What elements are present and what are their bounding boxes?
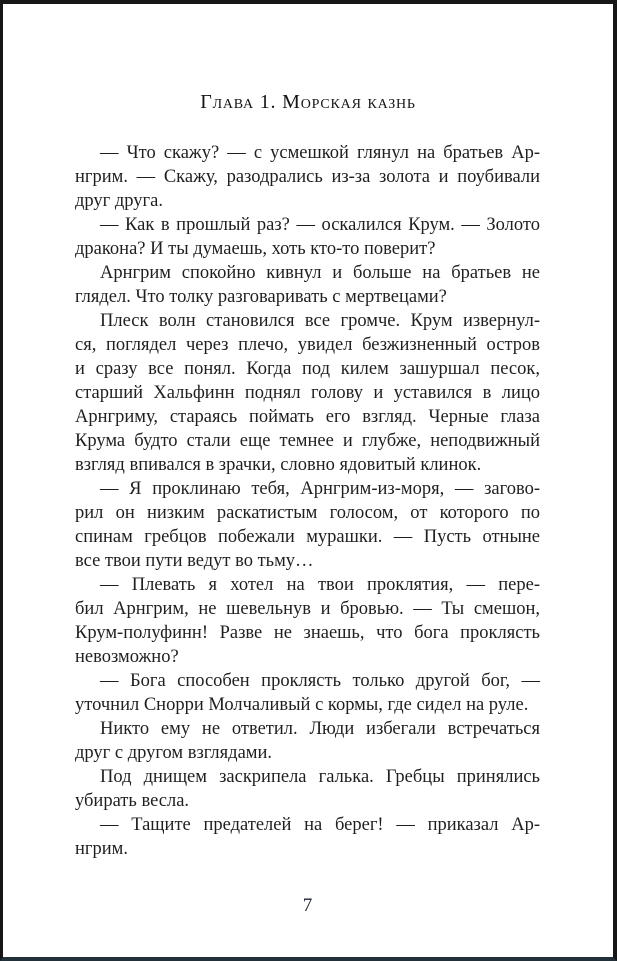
- text-line: старший Хальфинн поднял голову и уставился в лицо: [75, 383, 540, 403]
- page-number: 7: [302, 895, 313, 916]
- text-line: Арнгриму, стараясь поймать его взгляд. Черные глаза: [75, 407, 540, 427]
- text-line: — Тащите предателей на берег! — приказал Ар-: [100, 815, 540, 835]
- text-line: Крума будто стали еще темнее и глубже, неподвижный: [75, 431, 540, 451]
- paragraph: [75, 213, 540, 261]
- paragraph: [75, 669, 540, 717]
- text-line: нгрим. — Скажу, разодрались из-за золота и поубивали: [75, 167, 540, 187]
- body-text: [75, 141, 540, 861]
- text-line: спинам гребцов побежали мурашки. — Пусть отныне: [75, 527, 540, 547]
- paragraph: [75, 765, 540, 813]
- text-line: Под днищем заскрипела галька. Гребцы принялись: [100, 767, 540, 787]
- text-line: — Бога способен проклясть только другой бог, —: [100, 671, 540, 691]
- text-line: взгляд впивался в зрачки, словно ядовитый клинок.: [75, 455, 482, 475]
- text-line: — Как в прошлый раз? — оскалился Крум. — Золото: [100, 215, 540, 235]
- text-line: и сразу все понял. Когда под килем зашуршал песок,: [75, 359, 540, 379]
- paragraph: [75, 813, 540, 861]
- text-line: ся, поглядел через плечо, увидел безжизненный остров: [75, 335, 540, 355]
- text-line: Арнгрим спокойно кивнул и больше на братьев не: [100, 263, 540, 283]
- text-line: убирать весла.: [75, 791, 190, 811]
- text-line: Никто ему не ответил. Люди избегали встречаться: [100, 719, 540, 739]
- paragraph: [75, 717, 540, 765]
- text-line: бил Арнгрим, не шевельнув и бровью. — Ты смешон,: [75, 599, 540, 619]
- text-line: друг с другом взглядами.: [75, 743, 273, 763]
- chapter-title: Глава 1. Морская казнь: [200, 91, 416, 113]
- text-line: все твои пути ведут во тьму…: [75, 551, 314, 571]
- text-line: невозможно?: [75, 647, 179, 667]
- text-line: рил он низким раскатистым голосом, от которого по: [75, 503, 540, 523]
- text-line: — Плевать я хотел на твои проклятия, — пере-: [100, 575, 540, 595]
- paragraph: [75, 477, 540, 573]
- text-line: дракона? И ты думаешь, хоть кто-то поверит?: [75, 239, 436, 259]
- paragraph: [75, 141, 540, 213]
- text-line: уточнил Снорри Молчаливый с кормы, где сидел на руле.: [75, 695, 529, 715]
- text-line: глядел. Что толку разговаривать с мертвецами?: [75, 287, 447, 307]
- text-line: — Я проклинаю тебя, Арнгрим-из-моря, — загово-: [100, 479, 540, 499]
- paragraph: [75, 261, 540, 309]
- paragraph: [75, 573, 540, 669]
- paragraph: [75, 309, 540, 477]
- text-line: друг друга.: [75, 191, 163, 211]
- text-line: Крум-полуфинн! Разве не знаешь, что бога проклясть: [75, 623, 540, 643]
- text-line: нгрим.: [75, 839, 128, 859]
- text-line: Плеск волн становился все громче. Крум извернул-: [100, 311, 540, 331]
- text-line: — Что скажу? — с усмешкой глянул на братьев Ар-: [100, 143, 540, 163]
